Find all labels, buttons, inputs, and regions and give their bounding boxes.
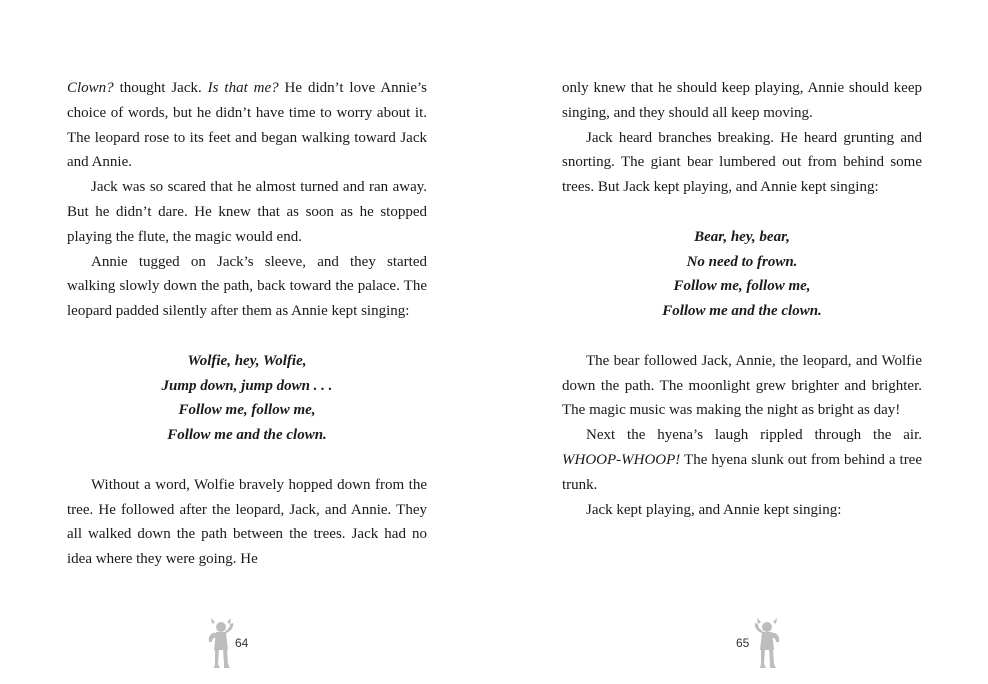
text-run: Jack heard branches breaking. He heard grunting and snorting. The giant bear lumbered out from behind some trees. But Jack kept playing, and Annie kept singing: bbox=[562, 129, 922, 196]
text-run: The bear followed Jack, Annie, the leopard, and Wolfie down the path. The moonlight grew brighter and brighter. The magic music was making the night as bright as day! bbox=[562, 352, 922, 419]
left-after-paragraphs bbox=[67, 473, 427, 572]
right-folio bbox=[728, 618, 808, 672]
italic-text: WHOOP-WHOOP! bbox=[562, 451, 681, 468]
verse-line: Jump down, jump down . . . bbox=[161, 377, 333, 394]
text-run: The hyena slunk out from behind a tree trunk. bbox=[562, 451, 922, 493]
page-number-left: 64 bbox=[235, 636, 249, 650]
verse-line: Follow me and the clown. bbox=[167, 427, 327, 444]
verse-line: Wolfie, hey, Wolfie, bbox=[187, 352, 307, 369]
right-verse bbox=[562, 225, 922, 324]
text-run: thought Jack. bbox=[113, 80, 208, 96]
right-after-paragraphs bbox=[562, 349, 922, 523]
text-run: only knew that he should keep playing, Annie should keep singing, and they should all keep moving. bbox=[562, 80, 922, 121]
text-run: Annie tugged on Jack’s sleeve, and they started walking slowly down the path, back toward the palace. The leopard padded silently after them as Annie kept singing: bbox=[67, 253, 427, 320]
body-paragraph bbox=[67, 175, 427, 249]
verse-line: Bear, hey, bear, bbox=[694, 228, 790, 245]
right-paragraphs bbox=[562, 76, 922, 200]
page-number-right: 65 bbox=[736, 636, 750, 650]
italic-text: Clown? bbox=[67, 80, 114, 96]
body-paragraph bbox=[562, 423, 922, 497]
body-paragraph bbox=[562, 76, 922, 126]
body-paragraph bbox=[67, 76, 427, 175]
text-run: Jack kept playing, and Annie kept singing: bbox=[586, 501, 842, 518]
body-paragraph bbox=[562, 126, 922, 200]
left-verse bbox=[67, 349, 427, 448]
verse-line: Follow me, follow me, bbox=[178, 402, 316, 419]
verse-line: Follow me and the clown. bbox=[662, 303, 822, 320]
dancing-figure-icon bbox=[752, 618, 782, 672]
dancing-figure-icon bbox=[206, 618, 236, 672]
text-run: Jack was so scared that he almost turned and ran away. But he didn’t dare. He knew that as soon as he stopped playing the flute, the magic would end. bbox=[67, 179, 427, 245]
text-run: Next the hyena’s laugh rippled through the air. bbox=[586, 427, 922, 444]
left-page bbox=[67, 76, 427, 572]
italic-text: Is that me? bbox=[207, 80, 279, 96]
text-run: He didn’t love Annie’s choice of words, but he didn’t have time to worry about it. The leopard rose to its feet and began walking toward Jack and Annie. bbox=[67, 80, 427, 171]
text-run: Without a word, Wolfie bravely hopped down from the tree. He followed after the leopard, Jack, and Annie. They all walked down the path between the trees. Jack had no idea where they were going. He bbox=[67, 476, 427, 568]
body-paragraph bbox=[67, 250, 427, 324]
body-paragraph bbox=[67, 473, 427, 572]
left-folio bbox=[206, 618, 286, 672]
verse-line: No need to frown. bbox=[686, 253, 798, 270]
right-page bbox=[562, 76, 922, 522]
body-paragraph bbox=[562, 349, 922, 423]
body-paragraph bbox=[562, 498, 922, 523]
verse-line: Follow me, follow me, bbox=[673, 278, 811, 295]
left-paragraphs bbox=[67, 76, 427, 324]
